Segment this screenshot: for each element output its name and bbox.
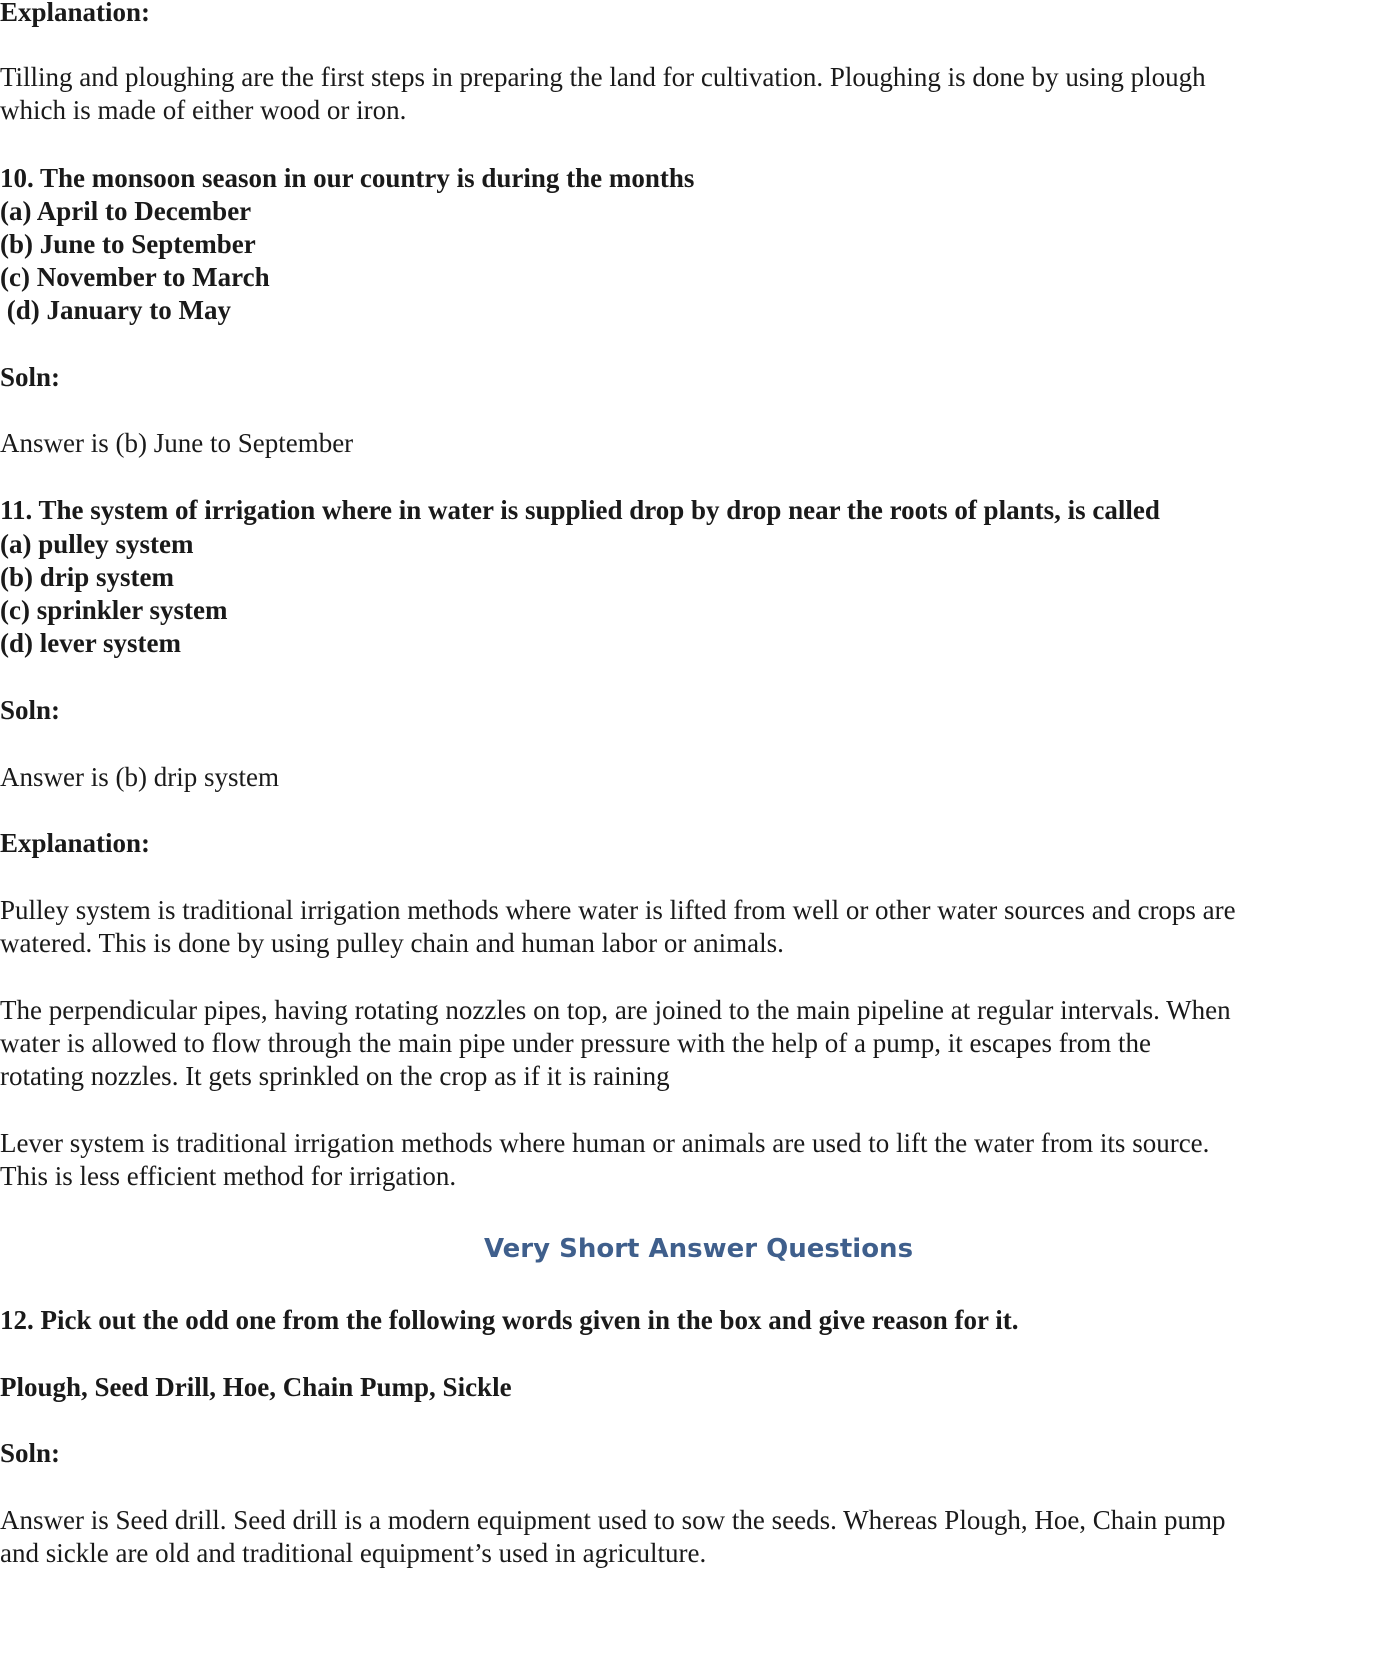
question-10-option-a: (a) April to December: [0, 196, 252, 226]
question-11-para-line: Pulley system is traditional irrigation methods where water is lifted from well or other water sources and crops are: [0, 895, 1236, 925]
question-12-answer-line: and sickle are old and traditional equipment’s used in agriculture.: [0, 1538, 707, 1568]
explanation-label: Explanation:: [0, 0, 151, 27]
question-10-option-c: (c) November to March: [0, 262, 270, 292]
question-10-option-b: (b) June to September: [0, 229, 256, 259]
section-heading: Very Short Answer Questions: [483, 1234, 914, 1264]
question-10-text: 10. The monsoon season in our country is during the months: [0, 163, 695, 193]
question-11-para-line: This is less efficient method for irrigation.: [0, 1161, 457, 1191]
question-11-para-line: The perpendicular pipes, having rotating nozzles on top, are joined to the main pipeline at regular intervals. When: [0, 995, 1231, 1025]
explanation-text-line: Tilling and ploughing are the first steps in preparing the land for cultivation. Ploughing is done by using plough: [0, 62, 1206, 92]
question-11-para-line: rotating nozzles. It gets sprinkled on the crop as if it is raining: [0, 1061, 670, 1091]
question-11-para-line: water is allowed to flow through the main pipe under pressure with the help of a pump, it escapes from the: [0, 1028, 1151, 1058]
explanation-text-line: which is made of either wood or iron.: [0, 95, 407, 125]
question-12-answer-line: Answer is Seed drill. Seed drill is a modern equipment used to sow the seeds. Whereas Plough, Hoe, Chain pump: [0, 1505, 1226, 1535]
question-11-option-c: (c) sprinkler system: [0, 595, 228, 625]
question-11-option-a: (a) pulley system: [0, 529, 194, 559]
question-12-text: 12. Pick out the odd one from the following words given in the box and give reason for it.: [0, 1305, 1019, 1335]
question-11-answer: Answer is (b) drip system: [0, 762, 279, 792]
question-12-words: Plough, Seed Drill, Hoe, Chain Pump, Sickle: [0, 1372, 512, 1402]
question-10-option-d: (d) January to May: [0, 295, 231, 325]
question-11-option-b: (b) drip system: [0, 562, 174, 592]
question-10-soln-label: Soln:: [0, 362, 61, 392]
question-11-option-d: (d) lever system: [0, 628, 181, 658]
question-10-answer: Answer is (b) June to September: [0, 428, 354, 458]
question-11-soln-label: Soln:: [0, 695, 61, 725]
question-11-explanation-label: Explanation:: [0, 828, 151, 858]
question-11-para-line: watered. This is done by using pulley chain and human labor or animals.: [0, 928, 784, 958]
question-11-text: 11. The system of irrigation where in water is supplied drop by drop near the roots of plants, is called: [0, 495, 1160, 525]
question-11-para-line: Lever system is traditional irrigation methods where human or animals are used to lift the water from its source.: [0, 1128, 1210, 1158]
question-12-soln-label: Soln:: [0, 1438, 61, 1468]
